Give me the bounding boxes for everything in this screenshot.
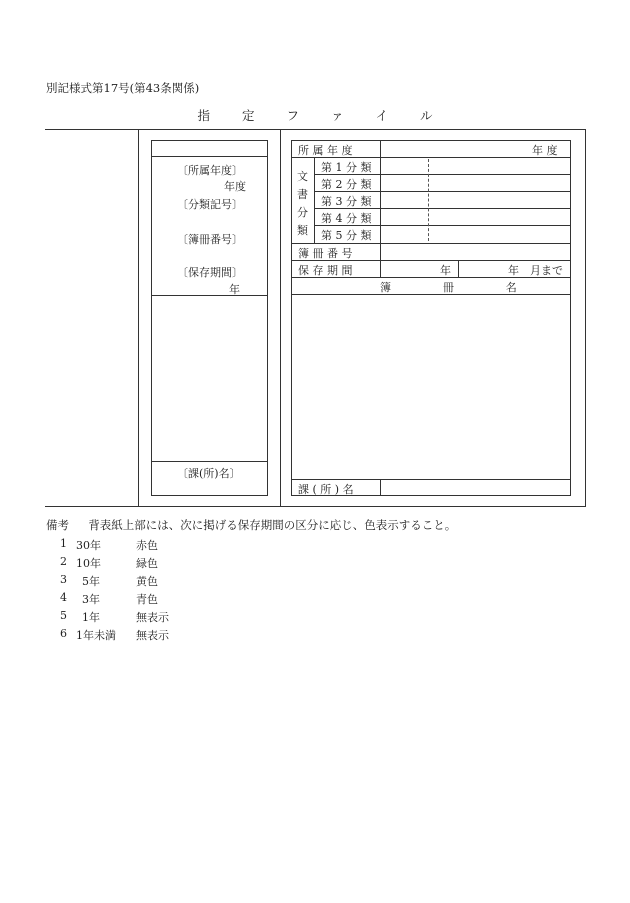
remark-color: 赤色: [136, 539, 158, 552]
cover-fiscal-year-unit: 年 度: [532, 144, 558, 157]
remark-no: 2: [60, 555, 67, 568]
cover-volume-name-label: 簿 冊 名: [380, 281, 541, 294]
remark-period: 1年未満: [76, 629, 116, 642]
remark-period: 10年: [76, 557, 101, 570]
title-char: 指: [197, 108, 210, 123]
remarks-line: [46, 517, 456, 533]
class-label-2: 第 2 分 類: [321, 178, 372, 191]
cover-section-label: 課 ( 所 ) 名: [298, 483, 354, 496]
class-dashed-divider: [428, 159, 429, 241]
frame-right-line: [585, 129, 586, 507]
spine-line: [151, 156, 268, 157]
remark-period: 3年: [82, 593, 100, 606]
spine-line: [151, 295, 268, 296]
frame-top-line: [45, 129, 585, 130]
spine-classification-label: 〔分類記号〕: [177, 198, 243, 211]
document-title: [0, 106, 630, 124]
spine-section-label: 〔課(所)名〕: [177, 467, 241, 480]
remark-item: [60, 627, 67, 640]
remark-color: 無表示: [136, 611, 169, 624]
remarks-heading: 備考: [46, 518, 69, 532]
doc-class-char: 文: [297, 170, 308, 183]
title-char: 定: [241, 108, 255, 123]
remark-no: 4: [60, 591, 67, 604]
remark-item: [60, 537, 67, 550]
frame-divider-2: [280, 129, 281, 507]
doc-class-char: 類: [297, 224, 308, 237]
cover-volume-number-label: 簿 冊 番 号: [298, 247, 353, 260]
remark-no: 5: [60, 609, 67, 622]
spine-panel: [151, 140, 268, 496]
remark-color: 青色: [136, 593, 158, 606]
class-label-1: 第 1 分 類: [321, 161, 372, 174]
spine-fiscal-year-label: 〔所属年度〕: [177, 164, 243, 177]
spine-retention-label: 〔保存期間〕: [177, 266, 243, 279]
cover-line: [291, 243, 571, 244]
retention-mid-divider: [458, 260, 459, 277]
spine-line: [151, 461, 268, 462]
class-label-3: 第 3 分 類: [321, 195, 372, 208]
doc-class-char: 書: [297, 188, 308, 201]
doc-class-divider: [314, 157, 315, 243]
doc-class-char: 分: [297, 206, 308, 219]
remark-period: 5年: [82, 575, 100, 588]
remark-no: 1: [60, 537, 67, 550]
spine-retention-unit: 年: [229, 283, 240, 296]
remark-item: [60, 609, 67, 622]
remarks-text: 背表紙上部には、次に掲げる保存期間の区分に応じ、色表示すること。: [88, 518, 457, 532]
remark-item: [60, 591, 67, 604]
remark-period: 1年: [82, 611, 100, 624]
class-label-5: 第 5 分 類: [321, 229, 372, 242]
frame-bottom-line: [45, 506, 585, 507]
cover-fiscal-year-label: 所 属 年 度: [298, 144, 353, 157]
remark-color: 黄色: [136, 575, 158, 588]
remark-item: [60, 573, 67, 586]
remark-item: [60, 555, 67, 568]
section-label-divider: [380, 479, 381, 496]
remark-period: 30年: [76, 539, 101, 552]
title-char: イ: [375, 108, 388, 123]
spine-volume-number-label: 〔簿冊番号〕: [177, 233, 243, 246]
form-number-note: 別記様式第17号(第43条関係): [46, 81, 200, 95]
remark-color: 緑色: [136, 557, 158, 570]
cover-line: [291, 479, 571, 480]
spine-fiscal-year-unit: 年度: [224, 180, 246, 193]
remark-color: 無表示: [136, 629, 169, 642]
title-char: ル: [419, 108, 433, 123]
cover-label-divider: [380, 140, 381, 277]
remark-no: 3: [60, 573, 67, 586]
class-label-4: 第 4 分 類: [321, 212, 372, 225]
title-char: フ: [286, 108, 299, 123]
frame-divider-1: [138, 129, 139, 507]
cover-retention-until: 年 月まで: [508, 264, 563, 277]
cover-retention-year: 年: [440, 264, 451, 277]
remark-no: 6: [60, 627, 67, 640]
title-char: ァ: [330, 108, 344, 123]
cover-retention-label: 保 存 期 間: [298, 264, 353, 277]
